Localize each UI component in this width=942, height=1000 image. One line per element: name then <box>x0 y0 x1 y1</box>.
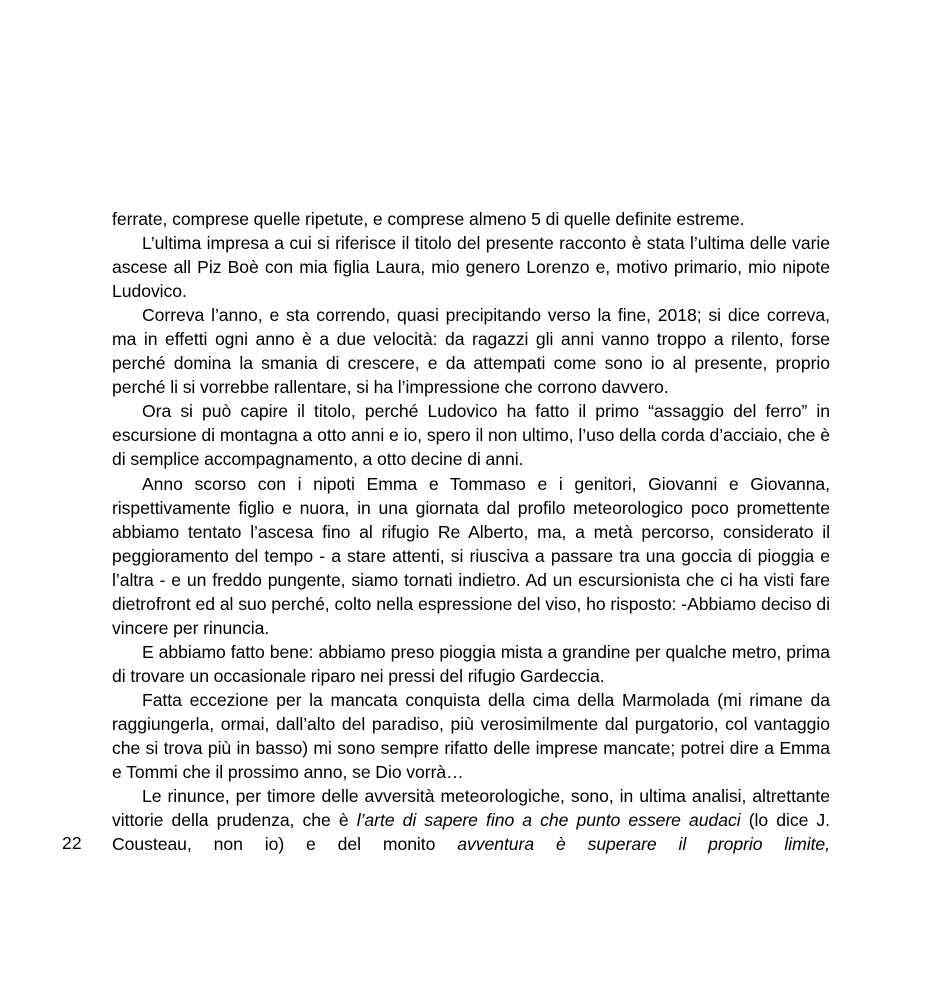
paragraph: Anno scorso con i nipoti Emma e Tommaso e i genitori, Giovanni e Giovanna, rispettivamente figlio e nuora, in una giornata dal profilo meteorologico poco promettente abbiamo tentato l’ascesa fino al rifugio Re Alberto, ma, a metà percorso, considerato il peggioramento del tempo - a stare attenti, si riusciva a passare tra una goccia di pioggia e l’altra - e un freddo pungente, siamo tornati indietro. Ad un escursionista che ci ha visti fare dietrofront ed al suo perché, colto nella espressione del viso, ho risposto: -Abbiamo deciso di vincere per rinuncia. <box>112 473 830 638</box>
paragraph: Correva l’anno, e sta correndo, quasi precipitando verso la fine, 2018; si dice correva, ma in effetti ogni anno è a due velocità: da ragazzi gli anni vanno troppo a rilento, forse perché domina la smania di crescere, e da attempati come sono io al presente, proprio perché li si vorrebbe rallentare, si ha l’impressione che corrono davvero. <box>112 305 830 398</box>
paragraph: E abbiamo fatto bene: abbiamo preso pioggia mista a grandine per qualche metro, prima di trovare un occasionale riparo nei pressi del rifugio Gardeccia. <box>112 641 830 686</box>
paragraph-run-italic-cousteau: l’arte di sapere fino a che punto essere audaci <box>356 810 741 831</box>
paragraph-run-roman: Le rinunce, per timore delle avversità meteorologiche, sono, in ultima analisi, altrettante vittorie della prudenza, che è <box>112 786 830 831</box>
paragraph-run-italic-monito: avventura è superare il proprio limite, <box>457 834 830 855</box>
paragraph: Ora si può capire il titolo, perché Ludovico ha fatto il primo “assaggio del ferro” in escursione di montagna a otto anni e io, spero il non ultimo, l’uso della corda d’acciaio, che è di semplice accompagnamento, a otto decine di anni. <box>112 401 830 470</box>
paragraph-run-roman-2: (lo dice J. Cousteau, non io) e del monito <box>112 810 831 855</box>
page-number: 22 <box>62 833 82 853</box>
body-text-column <box>112 207 830 856</box>
paragraph-final <box>112 784 830 856</box>
paragraph: ferrate, comprese quelle ripetute, e comprese almeno 5 di quelle definite estreme. <box>112 209 745 229</box>
paragraph: Fatta eccezione per la mancata conquista della cima della Marmolada (mi rimane da raggiungerla, ormai, dall’alto del paradiso, più verosimilmente dal purgatorio, col vantaggio che si trova più in basso) mi sono sempre rifatto delle imprese mancate; potrei dire a Emma e Tommi che il prossimo anno, se Dio vorrà… <box>112 689 830 783</box>
paragraph: L’ultima impresa a cui si riferisce il titolo del presente racconto è stata l’ultima delle varie ascese all Piz Boè con mia figlia Laura, mio genero Lorenzo e, motivo primario, mio nipote Ludovico. <box>112 233 830 302</box>
